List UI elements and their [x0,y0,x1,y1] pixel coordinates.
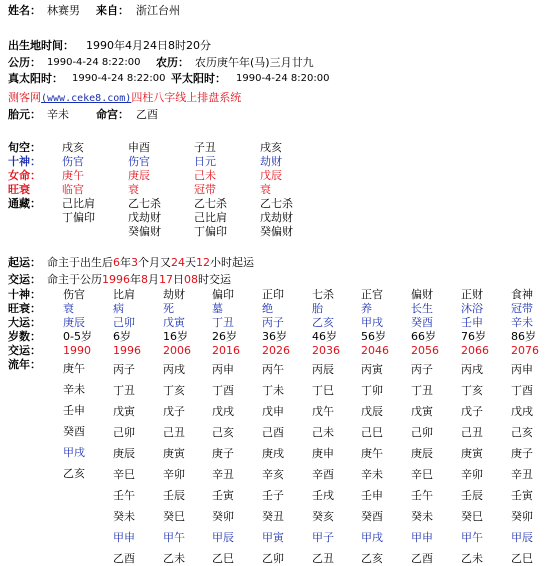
pillar-hidden-stem: 乙七杀 [260,197,293,210]
dayun-liunian: 丙子 [113,363,135,376]
dayun-age: 86岁 [511,330,536,343]
pillar-ganzhi: 戊辰 [260,169,282,182]
taiyuan-value: 辛未 [47,108,69,121]
dayun-liunian: 癸酉 [361,510,383,523]
pillar-wangshuai: 衰 [128,183,139,196]
pillar-wangshuai: 衰 [260,183,271,196]
qiyun-text [47,256,254,270]
qiyun-years: 6 [113,256,120,269]
dayun-ganzhi: 丙子 [262,316,284,329]
dayun-liunian: 乙巳 [511,552,533,565]
dayun-wangshuai: 衰 [63,302,74,315]
dayun-liunian: 庚子 [511,447,533,460]
lunar-date-value: 农历庚午年(马)三月廿九 [195,56,314,69]
pillar-hidden-stem: 乙七杀 [194,197,227,210]
dayun-age: 0-5岁 [63,330,92,343]
dayun-wangshuai: 养 [361,302,372,315]
dayun-liunian: 丁酉 [212,384,234,397]
dayun-row-label: 岁数： [8,330,41,343]
site-link[interactable] [8,91,241,106]
dayun-liunian: 己巳 [361,426,383,439]
pillar-row-label: 旬空： [8,141,41,154]
pillar-wangshuai: 冠带 [194,183,216,196]
taiyuan-label: 胎元： [8,108,41,121]
jiaoyun-text-1: 命主于公历 [47,273,102,286]
dayun-ganzhi: 癸酉 [411,316,433,329]
dayun-liunian: 庚寅 [461,447,483,460]
dayun-liunian: 辛酉 [312,468,334,481]
dayun-liunian: 丁未 [262,384,284,397]
pillar-ganzhi: 庚辰 [128,169,150,182]
dayun-liunian: 戊子 [163,405,185,418]
dayun-age: 66岁 [411,330,436,343]
dayun-liunian: 戊戌 [212,405,234,418]
dayun-liunian: 丁巳 [312,384,334,397]
dayun-start-year: 2006 [163,344,191,357]
jiaoyun-year: 1996 [102,273,130,286]
dayun-liunian: 庚辰 [113,447,135,460]
dayun-liunian: 庚午 [63,362,85,375]
dayun-liunian: 壬辰 [163,489,185,502]
dayun-liunian: 丙子 [411,363,433,376]
dayun-shishen: 偏财 [411,288,433,301]
minggong-value: 乙酉 [136,108,158,121]
dayun-liunian: 庚辰 [411,447,433,460]
dayun-wangshuai: 冠带 [511,302,533,315]
dayun-wangshuai: 墓 [212,302,223,315]
dayun-liunian: 甲辰 [511,531,533,544]
jiaoyun-text-2: 年 [130,273,141,286]
dayun-liunian: 壬午 [411,489,433,502]
qiyun-text-4: 天 [185,256,196,269]
dayun-liunian: 辛亥 [262,468,284,481]
dayun-liunian: 己卯 [113,426,135,439]
dayun-liunian: 甲辰 [212,531,234,544]
dayun-start-year: 2046 [361,344,389,357]
pillar-xunkong: 申酉 [128,141,150,154]
dayun-liunian: 丙寅 [361,363,383,376]
dayun-ganzhi: 乙亥 [312,316,334,329]
jiaoyun-text [47,273,231,287]
dayun-liunian: 乙未 [461,552,483,565]
dayun-liunian: 戊申 [262,405,284,418]
mean-solar-time-value: 1990-4-24 8:20:00 [236,73,330,84]
dayun-age: 26岁 [212,330,237,343]
dayun-liunian: 辛未 [361,468,383,481]
dayun-liunian: 戊子 [461,405,483,418]
jiaoyun-label: 交运： [8,273,41,286]
dayun-start-year: 1990 [63,344,91,357]
pillar-shishen: 日元 [194,155,216,168]
dayun-liunian: 乙卯 [262,552,284,565]
dayun-ganzhi: 丁丑 [212,316,234,329]
pillar-row-label: 通藏： [8,197,41,210]
pillar-shishen: 劫财 [260,155,282,168]
dayun-liunian: 丁亥 [461,384,483,397]
dayun-liunian: 辛巳 [113,468,135,481]
dayun-shishen: 伤官 [63,288,85,301]
dayun-liunian: 癸巳 [461,510,483,523]
dayun-liunian: 戊辰 [361,405,383,418]
dayun-age: 6岁 [113,330,131,343]
jiaoyun-day: 17 [159,273,173,286]
dayun-liunian: 乙未 [163,552,185,565]
dayun-start-year: 1996 [113,344,141,357]
pillar-hidden-stem: 戊劫财 [260,211,293,224]
origin-label: 来自： [96,4,129,17]
pillar-row-label: 十神： [8,155,41,168]
qiyun-text-5: 小时起运 [210,256,254,269]
mean-solar-time-label: 平太阳时： [171,72,226,85]
dayun-liunian: 癸巳 [163,510,185,523]
dayun-shishen: 食神 [511,288,533,301]
dayun-liunian: 丙戌 [461,363,483,376]
dayun-liunian: 丙午 [262,363,284,376]
qiyun-hours: 12 [196,256,210,269]
dayun-liunian: 丁丑 [411,384,433,397]
dayun-liunian: 辛巳 [411,468,433,481]
lunar-date-label: 农历： [156,56,189,69]
pillar-hidden-stem: 丁偏印 [62,211,95,224]
dayun-wangshuai: 长生 [411,302,433,315]
dayun-start-year: 2056 [411,344,439,357]
qiyun-text-2: 年 [120,256,131,269]
pillar-hidden-stem: 癸偏财 [128,225,161,238]
dayun-liunian: 丙申 [212,363,234,376]
dayun-liunian: 甲午 [461,531,483,544]
dayun-liunian: 丁卯 [361,384,383,397]
dayun-shishen: 正官 [361,288,383,301]
dayun-liunian: 戊寅 [113,405,135,418]
pillar-hidden-stem: 癸偏财 [260,225,293,238]
dayun-start-year: 2036 [312,344,340,357]
jiaoyun-text-3: 月 [148,273,159,286]
name-label: 姓名： [8,4,41,17]
qiyun-text-3: 个月又 [138,256,171,269]
dayun-liunian: 乙亥 [361,552,383,565]
dayun-liunian: 己亥 [212,426,234,439]
dayun-liunian: 戊戌 [511,405,533,418]
pillar-xunkong: 子丑 [194,141,216,154]
site-url[interactable]: (www.ceke8.com) [41,93,132,104]
solar-date-value: 1990-4-24 8:22:00 [47,57,141,68]
dayun-liunian: 甲申 [411,531,433,544]
dayun-liunian: 癸卯 [212,510,234,523]
dayun-liunian: 壬戌 [312,489,334,502]
dayun-ganzhi: 戊寅 [163,316,185,329]
birth-label: 出生地时间： [8,39,74,52]
dayun-start-year: 2076 [511,344,539,357]
dayun-wangshuai: 胎 [312,302,323,315]
dayun-row-label: 大运： [8,316,41,329]
dayun-shishen: 劫财 [163,288,185,301]
dayun-start-year: 2066 [461,344,489,357]
dayun-liunian: 庚寅 [163,447,185,460]
dayun-liunian: 癸卯 [511,510,533,523]
pillar-row-label: 旺衰 [8,183,30,196]
dayun-liunian: 壬寅 [212,489,234,502]
solar-date-label: 公历： [8,56,41,69]
pillar-hidden-stem: 乙七杀 [128,197,161,210]
dayun-row-label: 旺衰： [8,302,41,315]
true-solar-time-value: 1990-4-24 8:22:00 [72,73,166,84]
dayun-liunian: 辛卯 [163,468,185,481]
minggong-label: 命宫： [96,108,129,121]
dayun-wangshuai: 死 [163,302,174,315]
qiyun-label: 起运： [8,256,41,269]
dayun-row-label: 十神： [8,288,41,301]
site-tagline[interactable]: 四柱八字线上排盘系统 [131,91,242,104]
dayun-liunian: 辛未 [63,383,85,396]
dayun-liunian: 丙申 [511,363,533,376]
dayun-liunian: 庚午 [361,447,383,460]
dayun-wangshuai: 绝 [262,302,273,315]
dayun-liunian: 己丑 [461,426,483,439]
dayun-liunian: 庚戌 [262,447,284,460]
dayun-liunian: 己酉 [262,426,284,439]
dayun-liunian: 癸亥 [312,510,334,523]
birth-value: 1990年4月24日8时20分 [86,39,211,52]
jiaoyun-hour: 08 [184,273,198,286]
dayun-shishen: 正财 [461,288,483,301]
dayun-ganzhi: 甲戌 [361,316,383,329]
dayun-age: 36岁 [262,330,287,343]
dayun-liunian: 甲申 [113,531,135,544]
dayun-liunian: 壬寅 [511,489,533,502]
dayun-start-year: 2016 [212,344,240,357]
pillar-wangshuai: 临官 [62,183,84,196]
name-value: 林赛男 [47,4,80,17]
dayun-liunian: 癸酉 [63,425,85,438]
dayun-liunian: 壬午 [113,489,135,502]
dayun-liunian: 乙丑 [312,552,334,565]
pillar-shishen: 伤官 [62,155,84,168]
pillar-xunkong: 戌亥 [62,141,84,154]
dayun-liunian: 庚申 [312,447,334,460]
dayun-liunian: 己丑 [163,426,185,439]
dayun-liunian: 戊午 [312,405,334,418]
dayun-liunian: 乙酉 [411,552,433,565]
dayun-age: 46岁 [312,330,337,343]
pillar-hidden-stem: 己比肩 [62,197,95,210]
dayun-liunian: 甲寅 [262,531,284,544]
site-name[interactable]: 测客网 [8,91,41,104]
dayun-liunian: 壬申 [63,404,85,417]
dayun-liunian: 癸未 [411,510,433,523]
dayun-liunian: 丁酉 [511,384,533,397]
dayun-liunian: 甲午 [163,531,185,544]
dayun-liunian: 丁亥 [163,384,185,397]
dayun-liunian: 丁丑 [113,384,135,397]
dayun-liunian: 己亥 [511,426,533,439]
pillar-xunkong: 戌亥 [260,141,282,154]
dayun-liunian: 辛丑 [511,468,533,481]
dayun-ganzhi: 壬申 [461,316,483,329]
dayun-age: 76岁 [461,330,486,343]
dayun-liunian: 壬辰 [461,489,483,502]
dayun-liunian: 戊寅 [411,405,433,418]
jiaoyun-month: 8 [141,273,148,286]
dayun-row-label: 流年： [8,358,41,371]
pillar-hidden-stem: 己比肩 [194,211,227,224]
qiyun-days: 24 [171,256,185,269]
dayun-liunian: 壬子 [262,489,284,502]
dayun-wangshuai: 病 [113,302,124,315]
jiaoyun-text-5: 时交运 [198,273,231,286]
pillar-ganzhi: 己未 [194,169,216,182]
dayun-liunian: 乙巳 [212,552,234,565]
dayun-liunian: 壬申 [361,489,383,502]
dayun-liunian: 甲戌 [361,531,383,544]
dayun-shishen: 偏印 [212,288,234,301]
dayun-row-label: 交运： [8,344,41,357]
qiyun-text-1: 命主于出生后 [47,256,113,269]
pillar-ganzhi: 庚午 [62,169,84,182]
pillar-hidden-stem: 戊劫财 [128,211,161,224]
dayun-ganzhi: 辛未 [511,316,533,329]
pillar-shishen: 伤官 [128,155,150,168]
dayun-liunian: 乙酉 [113,552,135,565]
dayun-liunian: 己未 [312,426,334,439]
origin-value: 浙江台州 [136,4,180,17]
dayun-start-year: 2026 [262,344,290,357]
dayun-liunian: 辛卯 [461,468,483,481]
dayun-liunian: 庚子 [212,447,234,460]
pillar-hidden-stem: 丁偏印 [194,225,227,238]
dayun-liunian: 甲子 [312,531,334,544]
dayun-ganzhi: 己卯 [113,316,135,329]
jiaoyun-text-4: 日 [173,273,184,286]
dayun-liunian: 丙戌 [163,363,185,376]
dayun-shishen: 比肩 [113,288,135,301]
dayun-shishen: 正印 [262,288,284,301]
qiyun-months: 3 [131,256,138,269]
dayun-wangshuai: 沐浴 [461,302,483,315]
dayun-ganzhi: 庚辰 [63,316,85,329]
dayun-liunian: 癸未 [113,510,135,523]
dayun-liunian: 丙辰 [312,363,334,376]
dayun-liunian: 癸丑 [262,510,284,523]
pillar-row-label: 女命： [8,169,41,182]
dayun-age: 16岁 [163,330,188,343]
dayun-liunian: 辛丑 [212,468,234,481]
true-solar-time-label: 真太阳时： [8,72,63,85]
dayun-liunian: 己卯 [411,426,433,439]
dayun-liunian: 乙亥 [63,467,85,480]
dayun-liunian: 甲戌 [63,446,85,459]
dayun-age: 56岁 [361,330,386,343]
dayun-shishen: 七杀 [312,288,334,301]
